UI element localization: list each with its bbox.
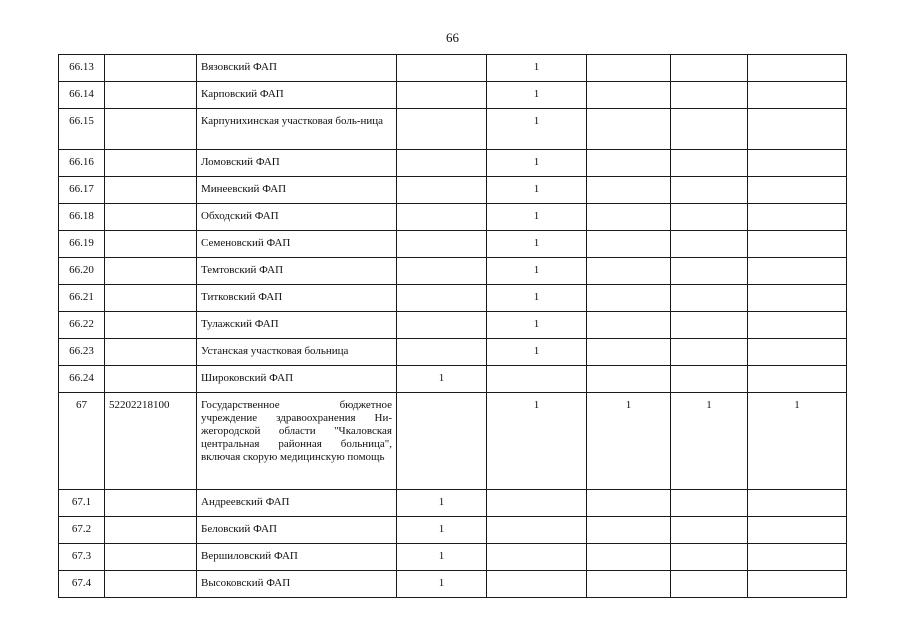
row-code: [105, 544, 197, 571]
table-row: [59, 258, 847, 285]
row-value-4: [671, 285, 748, 312]
row-code: [105, 231, 197, 258]
row-name: Титковский ФАП: [197, 285, 397, 312]
row-value-4: [671, 109, 748, 150]
row-value-2: 1: [487, 312, 587, 339]
row-value-5: [748, 231, 847, 258]
table-row: [59, 285, 847, 312]
facilities-table: [58, 54, 847, 598]
table-row: [59, 312, 847, 339]
row-value-4: [671, 258, 748, 285]
row-value-1: [397, 312, 487, 339]
row-number: 66.21: [59, 285, 105, 312]
row-name: Государственное бюджетное учреждение здравоохранения Ни-жегородской области "Чкаловская центральная районная больница", включая скорую медицинскую помощь: [197, 393, 397, 490]
row-number: 66.17: [59, 177, 105, 204]
row-value-5: [748, 490, 847, 517]
row-number: 66.19: [59, 231, 105, 258]
row-value-3: [587, 55, 671, 82]
row-name: Андреевский ФАП: [197, 490, 397, 517]
row-code: [105, 490, 197, 517]
row-value-1: [397, 109, 487, 150]
row-value-5: [748, 285, 847, 312]
row-number: 66.23: [59, 339, 105, 366]
row-value-3: [587, 258, 671, 285]
row-value-2: 1: [487, 285, 587, 312]
row-number: 66.18: [59, 204, 105, 231]
row-value-4: [671, 177, 748, 204]
row-value-1: 1: [397, 544, 487, 571]
row-value-1: 1: [397, 571, 487, 598]
row-number: 66.20: [59, 258, 105, 285]
table-row: [59, 204, 847, 231]
row-code: [105, 517, 197, 544]
row-value-2: [487, 517, 587, 544]
row-value-5: [748, 517, 847, 544]
row-value-2: 1: [487, 258, 587, 285]
row-value-1: [397, 82, 487, 109]
row-code: [105, 109, 197, 150]
row-value-5: [748, 258, 847, 285]
row-number: 66.15: [59, 109, 105, 150]
row-value-3: [587, 490, 671, 517]
table-row: [59, 366, 847, 393]
row-code: [105, 258, 197, 285]
row-code: [105, 150, 197, 177]
row-value-3: [587, 312, 671, 339]
row-value-3: [587, 571, 671, 598]
row-value-5: [748, 109, 847, 150]
row-value-4: 1: [671, 393, 748, 490]
row-value-3: [587, 204, 671, 231]
row-name: Высоковский ФАП: [197, 571, 397, 598]
row-name: Устанская участковая больница: [197, 339, 397, 366]
row-code: [105, 177, 197, 204]
row-number: 66.13: [59, 55, 105, 82]
row-value-5: [748, 571, 847, 598]
row-number: 66.14: [59, 82, 105, 109]
row-number: 66.22: [59, 312, 105, 339]
row-value-1: [397, 393, 487, 490]
row-value-4: [671, 82, 748, 109]
row-value-5: [748, 312, 847, 339]
row-value-1: 1: [397, 490, 487, 517]
row-value-1: [397, 285, 487, 312]
row-name: Тулажский ФАП: [197, 312, 397, 339]
row-value-5: [748, 204, 847, 231]
row-name: Вязовский ФАП: [197, 55, 397, 82]
row-value-5: [748, 366, 847, 393]
row-value-3: [587, 109, 671, 150]
row-value-3: [587, 231, 671, 258]
row-name: Карповский ФАП: [197, 82, 397, 109]
row-value-1: [397, 55, 487, 82]
row-value-2: [487, 366, 587, 393]
row-value-2: [487, 544, 587, 571]
row-value-1: [397, 204, 487, 231]
row-value-1: [397, 150, 487, 177]
row-value-4: [671, 490, 748, 517]
row-value-5: [748, 544, 847, 571]
row-value-4: [671, 544, 748, 571]
row-value-4: [671, 204, 748, 231]
row-code: [105, 339, 197, 366]
row-value-2: 1: [487, 55, 587, 82]
row-number: 66.16: [59, 150, 105, 177]
row-value-3: [587, 82, 671, 109]
row-value-2: 1: [487, 339, 587, 366]
table-row: [59, 150, 847, 177]
row-code: [105, 285, 197, 312]
row-value-3: [587, 285, 671, 312]
row-name: Обходский ФАП: [197, 204, 397, 231]
row-value-3: [587, 150, 671, 177]
row-value-1: [397, 339, 487, 366]
row-value-3: [587, 517, 671, 544]
row-value-1: [397, 231, 487, 258]
row-value-5: [748, 150, 847, 177]
row-value-1: [397, 258, 487, 285]
row-code: [105, 312, 197, 339]
row-value-2: 1: [487, 82, 587, 109]
row-value-2: 1: [487, 109, 587, 150]
row-code: [105, 55, 197, 82]
row-name: Широковский ФАП: [197, 366, 397, 393]
row-value-4: [671, 366, 748, 393]
table-row: [59, 393, 847, 490]
row-value-3: [587, 544, 671, 571]
row-number: 67.1: [59, 490, 105, 517]
table-row: [59, 55, 847, 82]
table-row: [59, 517, 847, 544]
row-value-3: [587, 339, 671, 366]
row-code: [105, 571, 197, 598]
row-value-4: [671, 231, 748, 258]
row-number: 66.24: [59, 366, 105, 393]
row-value-5: [748, 55, 847, 82]
row-name: Темтовский ФАП: [197, 258, 397, 285]
table-row: [59, 339, 847, 366]
row-number: 67.2: [59, 517, 105, 544]
table-row: [59, 490, 847, 517]
row-value-1: 1: [397, 517, 487, 544]
page-number: 66: [446, 30, 459, 45]
row-code: [105, 82, 197, 109]
row-code: [105, 204, 197, 231]
row-value-3: [587, 177, 671, 204]
table-row: [59, 109, 847, 150]
row-name: Вершиловский ФАП: [197, 544, 397, 571]
row-value-2: 1: [487, 204, 587, 231]
row-value-3: 1: [587, 393, 671, 490]
row-value-4: [671, 150, 748, 177]
row-name: Ломовский ФАП: [197, 150, 397, 177]
row-value-2: [487, 571, 587, 598]
table-row: [59, 82, 847, 109]
row-value-2: 1: [487, 177, 587, 204]
row-value-2: [487, 490, 587, 517]
row-value-4: [671, 571, 748, 598]
row-value-5: [748, 177, 847, 204]
row-value-4: [671, 55, 748, 82]
row-name: Семеновский ФАП: [197, 231, 397, 258]
row-value-1: [397, 177, 487, 204]
row-number: 67: [59, 393, 105, 490]
table-row: [59, 571, 847, 598]
row-value-2: 1: [487, 231, 587, 258]
row-value-2: 1: [487, 393, 587, 490]
row-name: Минеевский ФАП: [197, 177, 397, 204]
row-value-4: [671, 312, 748, 339]
row-name: Беловский ФАП: [197, 517, 397, 544]
row-value-5: 1: [748, 393, 847, 490]
table-row: [59, 177, 847, 204]
row-value-4: [671, 517, 748, 544]
table-row: [59, 231, 847, 258]
row-value-5: [748, 82, 847, 109]
table-row: [59, 544, 847, 571]
row-value-1: 1: [397, 366, 487, 393]
row-code: 52202218100: [105, 393, 197, 490]
row-name: Карпунихинская участковая боль-ница: [197, 109, 397, 150]
row-value-2: 1: [487, 150, 587, 177]
row-code: [105, 366, 197, 393]
row-value-3: [587, 366, 671, 393]
row-number: 67.4: [59, 571, 105, 598]
row-value-5: [748, 339, 847, 366]
row-value-4: [671, 339, 748, 366]
row-number: 67.3: [59, 544, 105, 571]
